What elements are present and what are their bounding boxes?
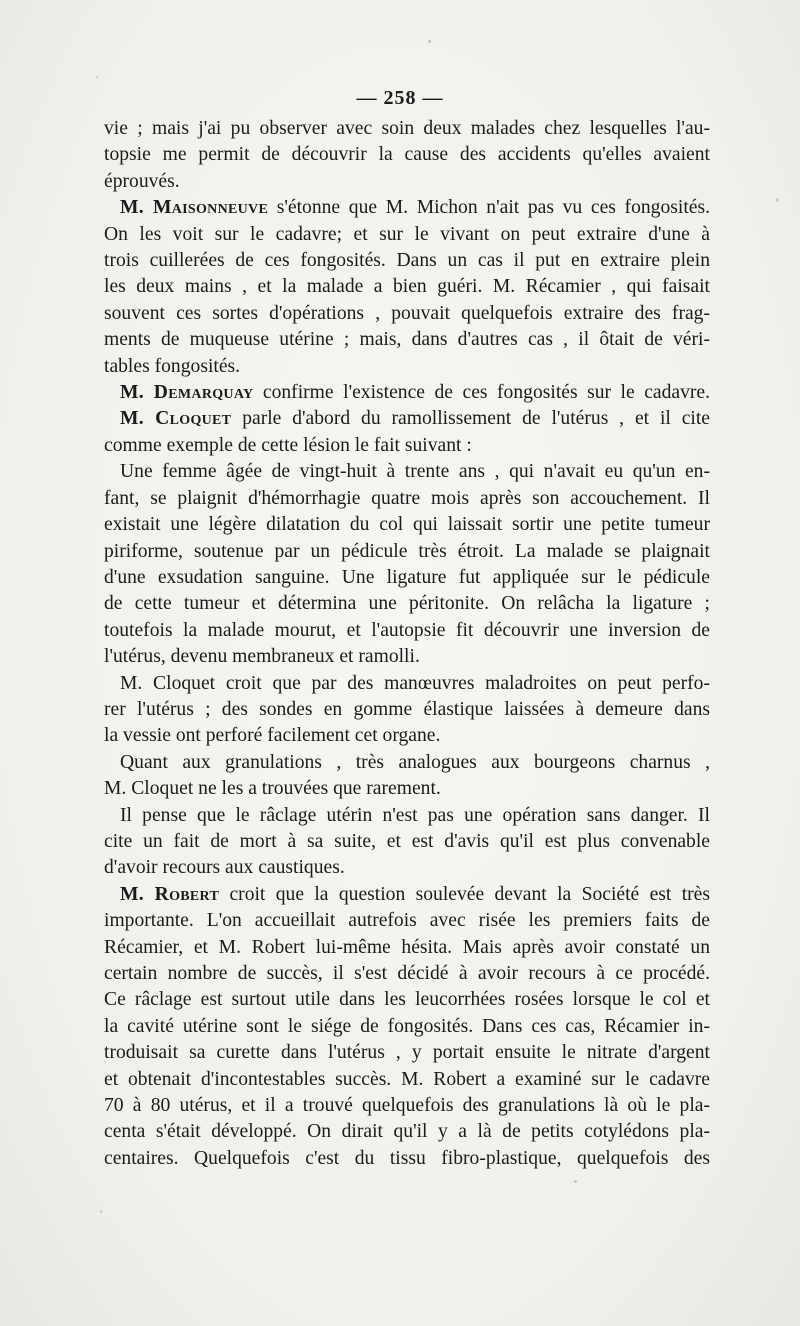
paragraph — [104, 116, 710, 195]
text-line: Ce râclage est surtout utile dans les leucorrhées rosées lorsque le col et — [104, 989, 710, 1011]
text-line: fant, se plaignit d'hémorrhagie quatre mois après son accouchement. Il — [104, 487, 710, 509]
text-line: de cette tumeur et détermina une péritonite. On relâcha la ligature ; — [104, 593, 710, 615]
paragraph — [104, 671, 710, 750]
text-segment: croit que la question soulevée devant la Société est très — [219, 883, 710, 905]
paragraph — [104, 195, 710, 380]
text-line: centaires. Quelquefois c'est du tissu fibro-plastique, quelquefois des — [104, 1147, 710, 1169]
text-line — [104, 380, 710, 406]
text-line: M. Cloquet ne les a trouvées que rarement. — [104, 778, 441, 800]
text-line: vie ; mais j'ai pu observer avec soin deux malades chez lesquelles l'au- — [104, 118, 710, 139]
text-line: M. Cloquet croit que par des manœuvres maladroites on peut perfo- — [120, 672, 710, 694]
paragraph — [104, 803, 710, 882]
text-line: toutefois la malade mourut, et l'autopsie fit découvrir une inversion de — [104, 619, 710, 641]
text-line: d'une exsudation sanguine. Une ligature fut appliquée sur le pédicule — [104, 566, 710, 588]
text-line: importante. L'on accueillait autrefois avec risée les premiers faits de — [104, 910, 710, 932]
text-segment: confirme l'existence de ces fongosités sur le cadavre. — [253, 382, 711, 404]
text-line: la vessie ont perforé facilement cet organe. — [104, 725, 441, 747]
text-line: l'utérus, devenu membraneux et ramolli. — [104, 646, 420, 668]
paragraph — [104, 406, 710, 459]
paper-speck — [574, 1180, 577, 1183]
text-line: 70 à 80 utérus, et il a trouvé quelquefois des granulations là où le pla- — [104, 1095, 710, 1117]
text-line: trois cuillerées de ces fongosités. Dans un cas il put en extraire plein — [104, 250, 710, 272]
paper-speck — [96, 76, 98, 78]
text-line — [104, 406, 710, 432]
paper-speck — [776, 198, 778, 202]
text-line: Il pense que le râclage utérin n'est pas une opération sans danger. Il — [120, 804, 710, 826]
paragraph — [104, 380, 710, 406]
text-line: certain nombre de succès, il s'est décidé à avoir recours à ce procédé. — [104, 963, 710, 984]
text-line: piriforme, soutenue par un pédicule très étroit. La malade se plaignait — [104, 540, 710, 562]
text-line: comme exemple de cette lésion le fait suivant : — [104, 434, 472, 456]
text-line: tables fongosités. — [104, 355, 241, 377]
text-line: ments de muqueuse utérine ; mais, dans d'autres cas , il ôtait de véri- — [104, 329, 710, 351]
speaker-name: M. Demarquay — [120, 382, 254, 404]
speaker-name: M. Cloquet — [120, 408, 232, 430]
body-text — [104, 116, 710, 1172]
paper-speck — [100, 1210, 102, 1213]
paragraph — [104, 882, 710, 1172]
speaker-name: M. Robert — [120, 883, 220, 905]
page-number: — 258 — — [356, 87, 444, 109]
text-line: On les voit sur le cadavre; et sur le vivant on peut extraire d'une à — [104, 223, 710, 245]
text-line: la cavité utérine sont le siége de fongosités. Dans ces cas, Récamier in- — [104, 1015, 710, 1037]
text-line — [104, 195, 710, 221]
paragraph — [104, 750, 710, 803]
text-line: existait une légère dilatation du col qui laissait sortir une petite tumeur — [104, 514, 710, 536]
text-line: topsie me permit de découvrir la cause des accidents qu'elles avaient — [104, 144, 710, 166]
text-segment: parle d'abord du ramollissement de l'utérus , et il cite — [231, 408, 711, 430]
text-line: Une femme âgée de vingt-huit à trente ans , qui n'avait eu qu'un en- — [120, 461, 710, 483]
text-line — [104, 882, 710, 908]
text-line: centa s'était développé. On dirait qu'il y a là de petits cotylédons pla- — [104, 1121, 710, 1143]
text-line: cite un fait de mort à sa suite, et est d'avis qu'il est plus convenable — [104, 830, 710, 852]
text-line: d'avoir recours aux caustiques. — [104, 857, 345, 879]
text-line: souvent ces sortes d'opérations , pouvait quelquefois extraire des frag- — [104, 302, 710, 324]
paragraph — [104, 459, 710, 670]
text-line: Récamier, et M. Robert lui-même hésita. Mais après avoir constaté un — [104, 936, 710, 958]
text-line: et obtenait d'incontestables succès. M. Robert a examiné sur le cadavre — [104, 1068, 710, 1090]
paper-speck — [428, 40, 431, 43]
text-line: éprouvés. — [104, 170, 180, 192]
text-line: les deux mains , et la malade a bien guéri. M. Récamier , qui faisait — [104, 276, 710, 298]
text-line: Quant aux granulations , très analogues aux bourgeons charnus , — [120, 751, 710, 773]
text-line: rer l'utérus ; des sondes en gomme élastique laissées à demeure dans — [104, 698, 710, 720]
text-line: troduisait sa curette dans l'utérus , y portait ensuite le nitrate d'argent — [104, 1042, 710, 1064]
speaker-name: M. Maisonneuve — [120, 197, 269, 219]
text-segment: s'étonne que M. Michon n'ait pas vu ces fongosités. — [268, 197, 710, 219]
